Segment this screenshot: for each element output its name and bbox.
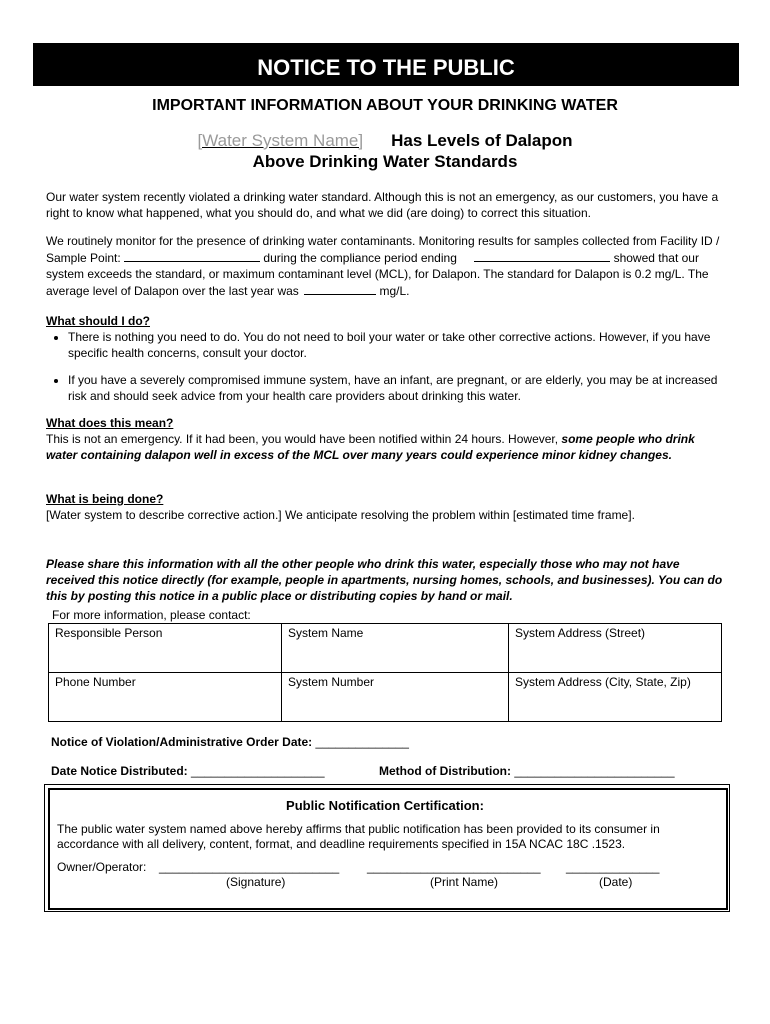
section-heading: What is being done? (46, 492, 164, 506)
distribution-date-blank[interactable]: ____________________ (191, 764, 325, 778)
list-item: • There is nothing you need to do. You do not need to boil your water or take other corrective actions. However, if you have specific health concerns, consult your doctor. (68, 329, 726, 361)
print-name-caption: (Print Name) (430, 875, 499, 889)
corrective-action-text: [Water system to describe corrective action.] We anticipate resolving the problem within [estimated time frame]. (46, 508, 635, 522)
advice-list (46, 329, 726, 404)
system-number-cell[interactable]: System Number (282, 673, 509, 722)
notice-banner: NOTICE TO THE PUBLIC (33, 43, 739, 86)
table-row (49, 673, 722, 722)
contact-intro: For more information, please contact: (52, 608, 251, 622)
monitoring-paragraph (46, 233, 726, 299)
violation-date-blank[interactable]: ______________ (315, 735, 409, 749)
distribution-method-blank[interactable]: ________________________ (514, 764, 675, 778)
compliance-period-blank[interactable] (474, 249, 610, 262)
what-does-this-mean-section (46, 415, 726, 463)
distribution-date-line (51, 764, 325, 778)
violation-date-line (51, 735, 409, 749)
intro-paragraph: Our water system recently violated a drinking water standard. Although this is not an emergency, as our customers, you have a right to know what happened, what you should do, and what we did (are doing) to correct this situation. (46, 190, 719, 220)
meaning-text: This is not an emergency. If it had been, you would have been notified within 24 hours. However, (46, 432, 562, 446)
heading-contaminant: Has Levels of Dalapon (391, 131, 573, 150)
signature-blank[interactable]: ___________________________ (159, 860, 340, 874)
meaning-emphasis: some people who drink water containing dalapon well in excess of the MCL over many years could experience minor kidney changes. (46, 432, 695, 462)
system-address-city-cell[interactable]: System Address (City, State, Zip) (509, 673, 722, 722)
distribution-method-line (379, 764, 675, 778)
distribution-date-label: Date Notice Distributed: (51, 764, 188, 778)
facility-id-blank[interactable] (124, 249, 260, 262)
page-subtitle: IMPORTANT INFORMATION ABOUT YOUR DRINKING WATER (152, 97, 618, 114)
distribution-method-label: Method of Distribution: (379, 764, 511, 778)
monitoring-text-1: We routinely monitor for the presence of drinking water contaminants. Monitoring results for samples collected from Facility ID / Sample Point: (46, 234, 720, 265)
share-notice-paragraph: Please share this information with all the other people who drink this water, especially those who may not have received this notice directly (for example, people in apartments, nursing homes, schools, and businesses). You can do this by posting this notice in a public place or distributing copies by hand or mail. (46, 557, 723, 603)
date-caption: (Date) (599, 875, 633, 889)
print-name-blank[interactable]: __________________________ (367, 860, 541, 874)
responsible-person-cell[interactable]: Responsible Person (49, 624, 282, 673)
monitoring-text-3: showed that our system exceeds the standard, or maximum contaminant level (MCL), for Dalapon. The standard for Dalapon is 0.2 mg/L. The average level of Dalapon over the last year was (46, 251, 709, 298)
table-row (49, 624, 722, 673)
notice-heading-line1 (0, 131, 770, 151)
phone-number-cell[interactable]: Phone Number (49, 673, 282, 722)
what-is-being-done-section (46, 491, 726, 523)
section-heading: What should I do? (46, 314, 150, 328)
contact-table (48, 623, 722, 722)
signature-caption: (Signature) (226, 875, 286, 889)
certification-text: The public water system named above hereby affirms that public notification has been provided to its consumer in accordance with all delivery, content, format, and deadline requirements specified in 15A NCAC 18C .1523. (57, 822, 660, 851)
section-heading: What does this mean? (46, 416, 174, 430)
system-name-cell[interactable]: System Name (282, 624, 509, 673)
owner-operator-label: Owner/Operator: (57, 860, 147, 874)
violation-date-label: Notice of Violation/Administrative Order Date: (51, 735, 313, 749)
list-item: • If you have a severely compromised immune system, have an infant, are pregnant, or are elderly, you may be at increased risk and should seek advice from your health care providers about drinking this water. (68, 372, 726, 404)
monitoring-text-2: during the compliance period ending (263, 251, 457, 265)
notice-heading-line2: Above Drinking Water Standards (252, 152, 518, 171)
certification-title: Public Notification Certification: (286, 798, 484, 813)
average-level-blank[interactable] (304, 282, 376, 295)
water-system-name-field[interactable]: [Water System Name] (197, 131, 364, 150)
system-address-street-cell[interactable]: System Address (Street) (509, 624, 722, 673)
monitoring-text-4: mg/L. (379, 284, 410, 298)
date-blank[interactable]: ______________ (566, 860, 660, 874)
what-should-i-do-section (46, 313, 726, 404)
